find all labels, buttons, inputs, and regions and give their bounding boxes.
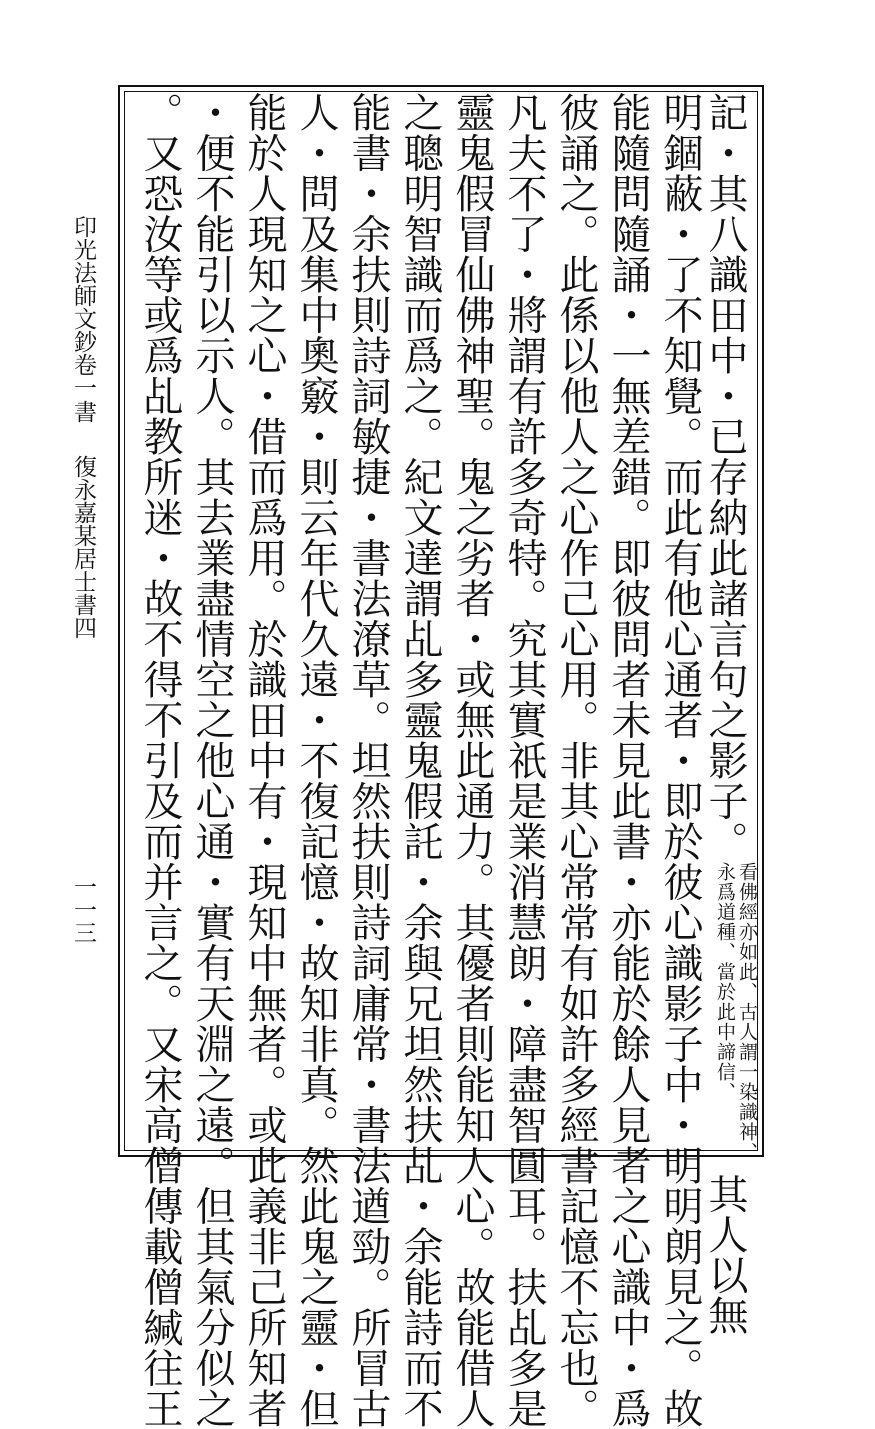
letter-title: 復永嘉某居士書四	[70, 455, 96, 639]
text-column-5: 凡夫不了・將謂有許多奇特。究其實祇是業消慧朗・障盡智圓耳。扶乩多是	[501, 92, 547, 1429]
column-text: 記・其八識田中・已存納此諸言句之影子。	[702, 92, 748, 862]
text-column-10: 能於人現知之心・借而爲用。於識田中有・現知中無者。或此義非己所知者	[241, 92, 287, 1429]
book-title: 印光法師文鈔卷一	[70, 215, 96, 399]
text-column-12: 。又恐汝等或爲乩教所迷・故不得不引及而并言之。又宋高僧傳載僧緘往王	[137, 92, 183, 1429]
column-text: 其人以無	[702, 1173, 748, 1336]
text-column-2: 明錮蔽・了不知覺。而此有他心通者・即於彼心識影子中・明明朗見之。故	[657, 92, 703, 1429]
page-number: 一一三	[70, 875, 96, 944]
interlinear-note	[699, 862, 758, 1174]
text-column-7: 之聰明智識而爲之。紀文達謂乩多靈鬼假託・余與兄坦然扶乩・余能詩而不	[397, 92, 443, 1429]
text-column-11: ・便不能引以示人。其去業盡情空之他心通・實有天淵之遠。但其氣分似之	[189, 92, 235, 1429]
section-label: 書	[70, 400, 96, 423]
text-column-1	[702, 92, 758, 1336]
note-text: 看佛經亦如此、古人謂一染識神、永爲道種、當於此中諦信、	[714, 861, 758, 1162]
text-column-9: 人・問及集中奧竅・則云年代久遠・不復記憶・故知非真。然此鬼之靈・但	[293, 92, 339, 1429]
text-column-8: 能書・余扶則詩詞敏捷・書法潦草。坦然扶則詩詞庸常・書法遒勁。所冒古	[345, 92, 391, 1429]
text-column-3: 能隨問隨誦・一無差錯。即彼問者未見此書・亦能於餘人見者之心識中・爲	[605, 92, 651, 1429]
text-column-6: 靈鬼假冒仙佛神聖。鬼之劣者・或無此通力。其優者則能知人心。故能借人	[449, 92, 495, 1429]
text-column-4: 彼誦之。此係以他人之心作己心用。非其心常常有如許多經書記憶不忘也。	[553, 92, 599, 1429]
